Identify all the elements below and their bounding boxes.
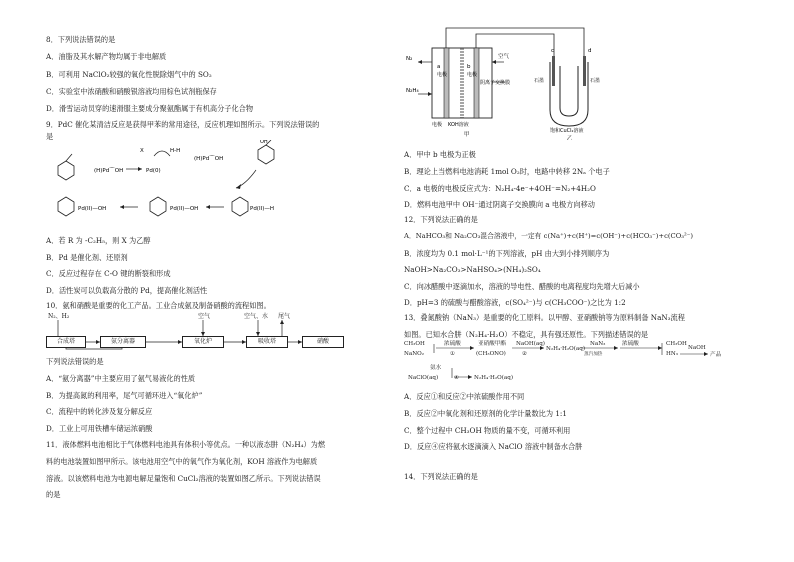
- q13-p1-formula: (CH₃ONO): [476, 351, 506, 357]
- q13-p3b: HN₃: [666, 351, 679, 357]
- q8-option-d: D．滑雪运动员穿的速滑服主要成分聚氨酯属于有机高分子化合物: [46, 104, 254, 113]
- q9-option-b: B．Pd 是催化剂、还原剂: [46, 253, 128, 262]
- q11-option-d: D．燃料电池甲中 OH⁻通过阴离子交换膜向 a 电极方向移动: [404, 200, 595, 209]
- q10-flow-diagram: [46, 312, 346, 350]
- q8-option-a: A．油脂及其水解产物均属于非电解质: [46, 52, 167, 61]
- q13-s1: 浓硫酸: [444, 341, 461, 347]
- q13-option-c: C．整个过程中 CH₃OH 物质的量不变，可循环利用: [404, 426, 571, 435]
- q11-label-yi: 乙: [567, 136, 573, 140]
- q11-label-n2: N₂: [406, 56, 413, 62]
- q10-flow-tail: 尾气: [278, 313, 291, 320]
- q11-line-3: 溶液。以该燃料电池为电源电解足量饱和 CuCl₂溶液的装置如图乙所示。下列说法错误: [46, 474, 321, 483]
- q10-option-a: A．“氨分离器”中主要应用了氨气易液化的性质: [46, 374, 196, 383]
- q9-option-d: D．活性炭可以负载高分散的 Pd，提高催化剂活性: [46, 286, 208, 295]
- q9-label-oh: OH: [260, 140, 268, 145]
- q11-label-electrode-a: 电极: [437, 72, 448, 78]
- q11-line-1: 11．液体燃料电池相比于气体燃料电池具有体积小等优点。一种以液态肼（N₂H₄）为燃: [46, 440, 326, 449]
- q13-flow-diagram: [404, 340, 722, 386]
- q11-label-graphite-left: 石墨: [534, 78, 545, 84]
- q11-option-a: A．甲中 b 电极为正极: [404, 150, 476, 159]
- q13-s5: NaOH: [688, 345, 706, 351]
- q8-stem: 8．下列说法错误的是: [46, 35, 116, 44]
- q13-line-2: 如图。已知水合肼（N₂H₄·H₂O）不稳定，具有强还原性。下列描述错误的是: [404, 330, 649, 339]
- q9-label-pd0: Pd(0): [146, 168, 161, 174]
- q13-s4: 浓硫酸: [622, 341, 639, 347]
- q9-label-pd-h: Pd(II)—H: [250, 206, 274, 212]
- q13-r2: NaNO₂: [404, 351, 424, 357]
- q11-label-graphite-right: 石墨: [590, 78, 601, 84]
- q11-label-cucl2: 饱和CuCl₂溶液: [550, 128, 584, 134]
- q10-flow-air2: 空气、水: [244, 313, 269, 320]
- q11-label-a: a: [437, 64, 441, 70]
- q11-option-b: B．理论上当燃料电池消耗 1mol O₂时，电路中转移 2Nₐ 个电子: [404, 167, 610, 176]
- q10-box-nitric-acid: 硝酸: [302, 336, 344, 348]
- q11-label-jia: 甲: [464, 132, 470, 138]
- q9-mechanism-diagram: [46, 140, 276, 230]
- q10-stem-cont: 下列说法错误的是: [46, 357, 104, 366]
- q13-c3: ④: [454, 375, 460, 381]
- q13-p1: 亚硝酸甲酯: [478, 341, 506, 347]
- q9-label-pd-oh: Pd(II)—OH: [78, 206, 107, 212]
- q9-label-hh: H-H: [170, 148, 181, 154]
- q12-option-d: D．pH=3 的硫酸与醋酸溶液，c(SO₄²⁻)与 c(CH₃COO⁻)之比为 1:2: [404, 298, 626, 307]
- q11-label-electrode: 电极: [432, 122, 443, 128]
- q9-option-a: A．若 R 为 -C₂H₅，则 X 为乙醇: [46, 236, 151, 245]
- q8-option-c: C．实验室中浓硝酸和硝酸银溶液均用棕色试剂瓶保存: [46, 87, 217, 96]
- q10-flow-air1: 空气: [198, 313, 211, 320]
- q10-stem: 10．氨和硝酸是重要的化工产品。工业合成氨及制备硝酸的流程如图。: [46, 301, 271, 310]
- q11-label-c: c: [551, 48, 555, 54]
- q11-label-air: 空气: [498, 54, 510, 60]
- q11-label-electrode-b: 电极: [467, 72, 478, 78]
- q11-label-d: d: [588, 48, 592, 54]
- q9-label-pd-h-oh: (H)Pd⌒OH: [94, 168, 124, 174]
- q11-label-membrane: 阴离子交换膜: [480, 80, 511, 86]
- q12-option-a: A．NaHCO₃和 Na₂CO₃混合溶液中，一定有 c(Na⁺)+c(H⁺)=c(OH⁻)+c(HCO₃⁻)+c(CO₃²⁻): [404, 232, 693, 240]
- q11-label-n2h4: N₂H₄: [406, 88, 419, 94]
- q11-label-b: b: [467, 64, 471, 70]
- q8-option-b: B．可利用 NaClO₂较强的氧化性脱除烟气中的 SO₂: [46, 70, 212, 79]
- q13-c2: ②: [522, 351, 528, 357]
- q13-option-a: A．反应①和反应②中浓硫酸作用不同: [404, 392, 525, 401]
- q12-stem: 12．下列说法正确的是: [404, 215, 478, 224]
- q13-option-d: D．反应④应将氨水逐滴滴入 NaClO 溶液中制备水合肼: [404, 442, 583, 451]
- q9-label-pd-oh-2: Pd(II)—OH: [170, 206, 199, 212]
- q10-box-oxidation-furnace: 氧化炉: [182, 336, 224, 348]
- q9-label-pd-h-oh-2: (H)Pd⌒OH: [194, 156, 224, 162]
- q10-option-c: C．流程中的转化涉及复分解反应: [46, 407, 153, 416]
- q10-box-ammonia-separator: 氨分离器: [100, 336, 146, 348]
- q11-label-koh: KOH溶液: [448, 122, 469, 128]
- q9-label-x: X: [140, 148, 144, 154]
- q13-product: 产品: [710, 352, 722, 358]
- q13-c1: ①: [450, 351, 456, 357]
- q10-option-b: B．为提高氮的利用率，尾气可循环进入“氧化炉”: [46, 391, 203, 400]
- q13-p4: N₂H₄·H₂O(aq): [474, 375, 514, 381]
- q11-line-4: 的是: [46, 490, 61, 499]
- q9-stem: 9．PdC 催化某清洁反应是获得甲苯的常用途径，反应机理如图所示。下列说法错误的: [46, 120, 320, 129]
- q13-s3-note: 蒸汽加热: [584, 352, 603, 357]
- q11-option-c: C．a 电极的电极反应式为：N₂H₄-4e⁻+4OH⁻=N₂+4H₂O: [404, 184, 596, 193]
- q9-stem-cont: 是: [46, 132, 54, 141]
- q14-stem: 14．下列说法正确的是: [404, 472, 478, 481]
- q10-flow-inputs: N₂、H₂: [48, 313, 70, 320]
- q12-option-c: C．向冰醋酸中逐滴加水，溶液的导电性、醋酸的电离程度均先增大后减小: [404, 282, 640, 291]
- q13-r1: CH₃OH: [404, 341, 425, 347]
- q13-line-1: 13．叠氮酸钠（NaN₃）是重要的化工原料。以甲醇、亚硝酸钠等为原料制备 NaN₃流程: [404, 313, 685, 322]
- q13-s3: NaN₃: [590, 341, 606, 347]
- q13-p3a: CH₃OH: [666, 341, 687, 347]
- q13-option-b: B．反应②中氧化剂和还原剂的化学计量数比为 1:1: [404, 409, 567, 418]
- q12-option-b: B．浓度均为 0.1 mol·L⁻¹的下列溶液，pH 由大到小排列顺序为: [404, 249, 610, 258]
- q13-s2: NaOH(aq): [516, 341, 545, 347]
- q13-r3: 氨水: [430, 365, 442, 371]
- q10-box-absorption-tower: 吸收塔: [246, 336, 288, 348]
- q11-line-2: 料的电池装置如图甲所示。该电池用空气中的氧气作为氧化剂，KOH 溶液作为电解质: [46, 457, 318, 466]
- q13-r4: NaClO(aq): [408, 375, 439, 381]
- q13-p2: N₂H₄·H₂O(aq): [546, 346, 586, 352]
- q10-box-synthesis-tower: 合成塔: [46, 336, 86, 348]
- q11-cell-diagram: [404, 22, 634, 140]
- q9-option-c: C．反应过程存在 C-O 键的断裂和形成: [46, 269, 171, 278]
- q10-option-d: D．工业上可用铁槽车储运浓硝酸: [46, 424, 153, 433]
- q12-option-b-cont: NaOH>Na₂CO₃>NaHSO₄>(NH₄)₂SO₄: [404, 265, 541, 274]
